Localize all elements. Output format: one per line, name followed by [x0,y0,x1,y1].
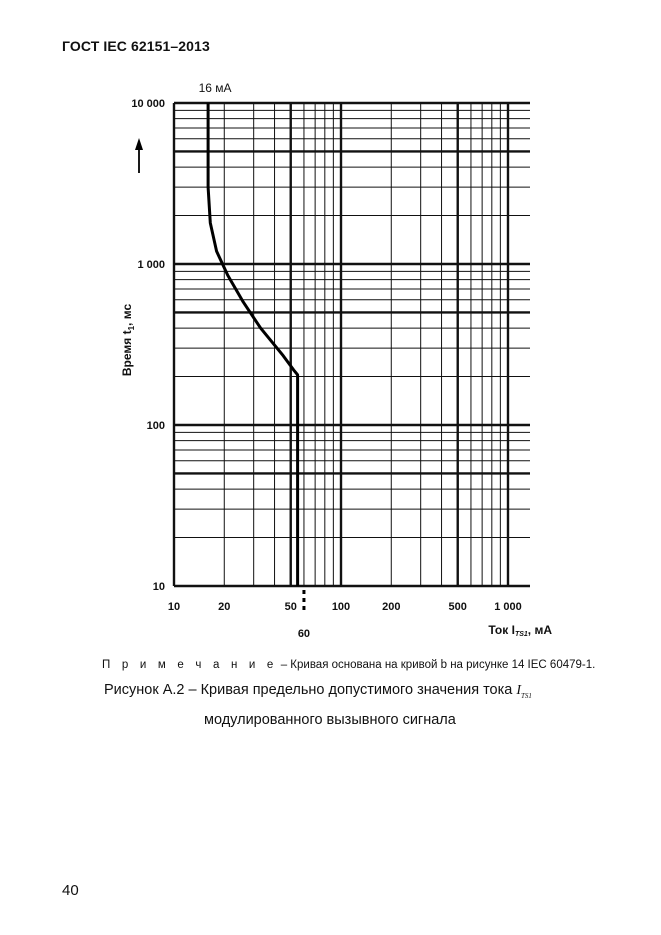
x-tick-label: 20 [218,601,231,613]
x-tick-label: 10 [167,601,181,613]
y-tick-label: 10 000 [131,98,165,110]
figure-caption-line2: модулированного вызывного сигнала [204,712,456,728]
annotation-label: 16 мА [198,81,232,95]
annotation-label: 60 [297,628,311,640]
y-tick-label: 10 [152,581,165,593]
note-text: – Кривая основана на кривой b на рисунке 14 IEC 60479-1. [277,659,596,671]
y-tick-label: 1 000 [137,259,165,271]
caption-symbol-sub: TS1 [521,691,532,700]
y-axis-label: Время $t_1$, мс [120,303,136,377]
caption-text: Рисунок А.2 – Кривая предельно допустимого значения тока [104,682,513,698]
figure-caption-line1 [104,682,532,700]
x-axis-label: Ток ITS1, мА [488,623,552,638]
document-header: ГОСТ IEC 62151–2013 [62,38,210,54]
x-tick-label: 1 000 [494,601,522,613]
page-number: 40 [62,882,79,899]
y-axis-arrow-head [135,138,143,150]
caption-symbol-letter: I [516,683,522,698]
note-prefix: П р и м е ч а н и е [102,659,278,671]
x-tick-label: 50 [284,601,297,613]
x-tick-label: 200 [382,601,401,613]
y-tick-label: 100 [146,420,165,432]
x-tick-label: 500 [448,601,467,613]
figure-note [102,659,595,671]
limit-curve [208,103,298,586]
caption-symbol [516,683,532,698]
x-tick-label: 100 [331,601,351,613]
